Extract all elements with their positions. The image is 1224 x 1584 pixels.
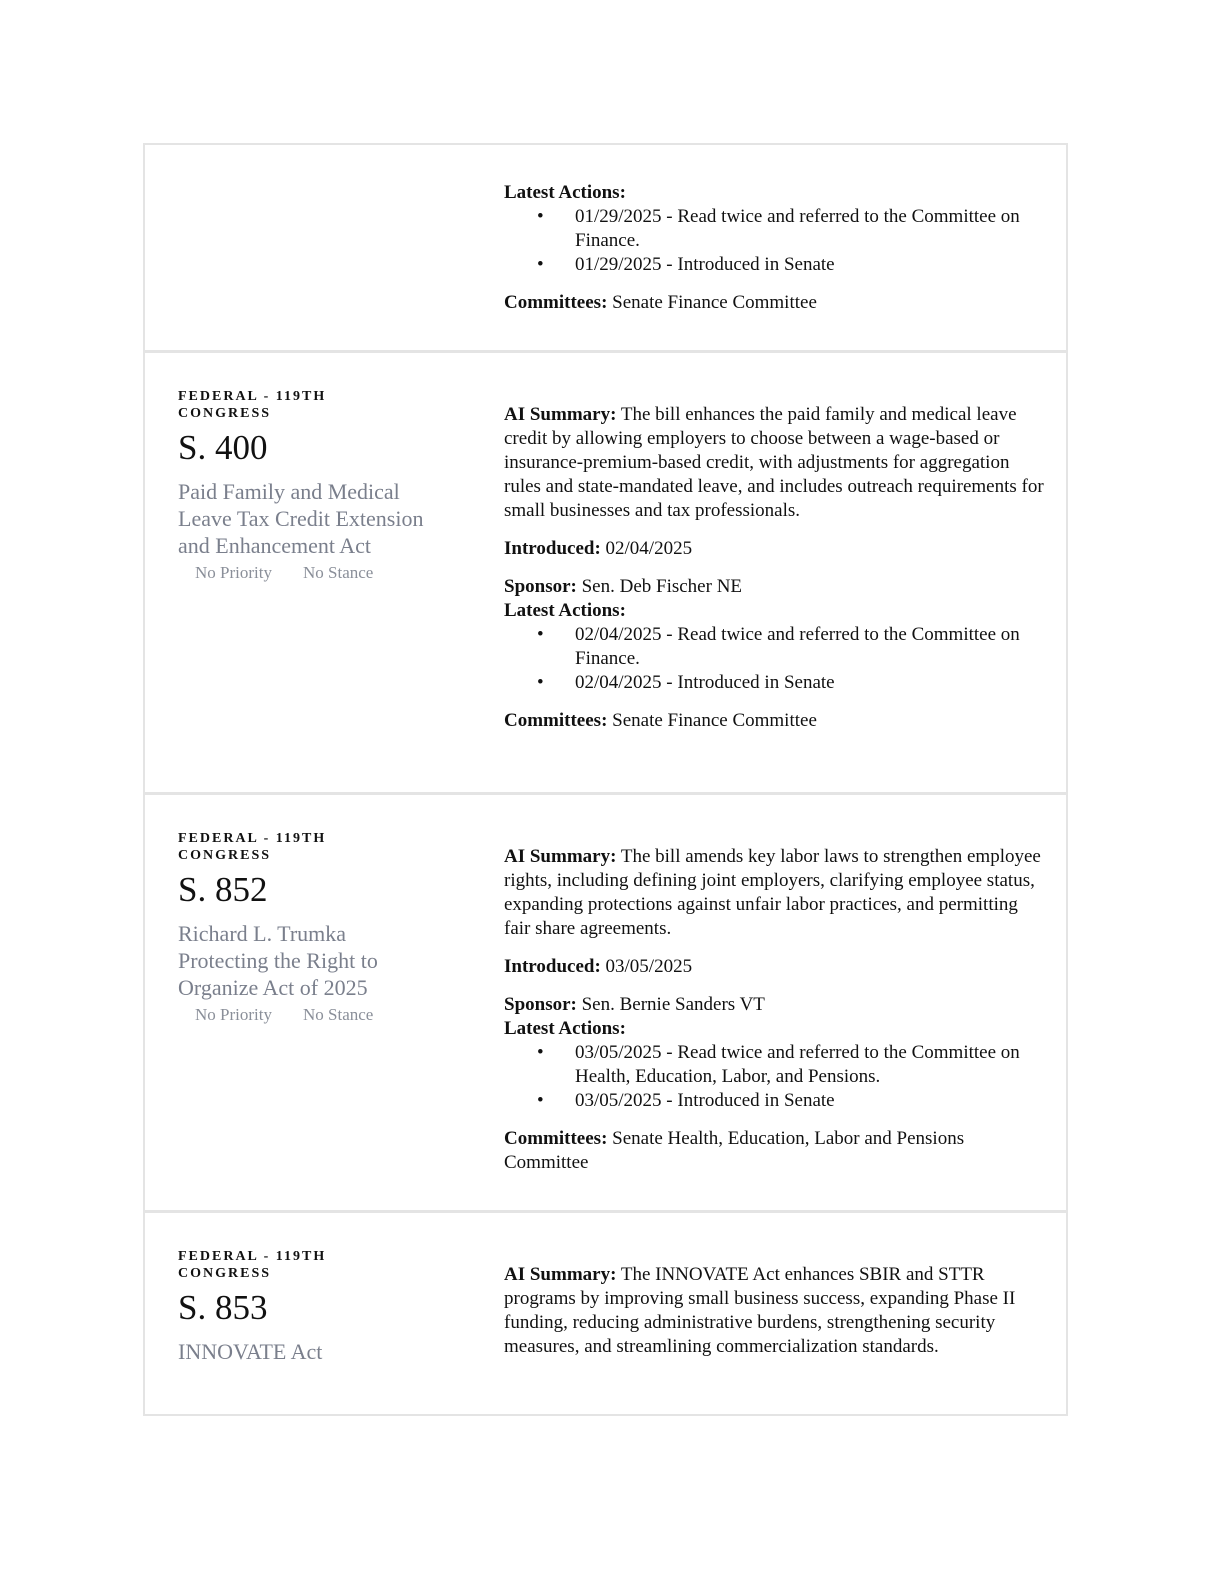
stance-tag[interactable]: No Stance [302, 563, 374, 582]
latest-actions-list [504, 205, 1044, 277]
bill-details [504, 403, 1044, 733]
bill-row [145, 145, 1066, 350]
action-item: • 01/29/2025 - Read twice and referred to the Committee on Finance. [504, 205, 1044, 253]
action-item: • 02/04/2025 - Introduced in Senate [504, 671, 1044, 695]
introduced-line: Introduced: 03/05/2025 [504, 956, 693, 977]
ai-summary: AI Summary: The INNOVATE Act enhances SBIR and STTR programs by improving small business success, expanding Phase II funding, reducing administrative burdens, strengthening security measures, and streamlining commercialization standards. [504, 1264, 1016, 1357]
ai-summary: AI Summary: The bill enhances the paid family and medical leave credit by allowing employers to choose between a wage-based or insurance-premium-based credit, with adjustments for aggregation rules and state-mandated leave, and includes outreach requirements for small businesses and tax professionals. [504, 404, 1044, 521]
bill-title[interactable]: Paid Family and Medical Leave Tax Credit Extension and Enhancement Act [178, 479, 424, 558]
action-item: • 03/05/2025 - Read twice and referred to the Committee on Health, Education, Labor, and Pensions. [504, 1041, 1044, 1089]
sponsor-line: Sponsor: Sen. Deb Fischer NE [504, 576, 743, 597]
committees-line: Committees: Senate Finance Committee [504, 710, 817, 731]
latest-actions-heading: Latest Actions: [504, 600, 626, 621]
latest-actions-heading: Latest Actions: [504, 182, 626, 203]
bill-details [504, 181, 1044, 315]
congress-label: FEDERAL - 119TH CONGRESS [178, 389, 327, 421]
stance-tag[interactable]: No Stance [302, 1005, 374, 1024]
bill-row [145, 1210, 1066, 1414]
congress-label: FEDERAL - 119TH CONGRESS [178, 831, 327, 863]
action-item: • 03/05/2025 - Introduced in Senate [504, 1089, 1044, 1113]
bill-meta [178, 563, 478, 583]
bill-number[interactable]: S. 400 [178, 428, 268, 467]
ai-summary: AI Summary: The bill amends key labor laws to strengthen employee rights, including defining joint employers, clarifying employee status, expanding protections against unfair labor practices, and permitting fair share agreements. [504, 846, 1041, 939]
action-item: • 01/29/2025 - Introduced in Senate [504, 253, 1044, 277]
bill-header [178, 1248, 478, 1365]
latest-actions-heading: Latest Actions: [504, 1018, 626, 1039]
bill-title[interactable]: Richard L. Trumka Protecting the Right to Organize Act of 2025 [178, 921, 378, 1000]
action-item: • 02/04/2025 - Read twice and referred to the Committee on Finance. [504, 623, 1044, 671]
bill-meta [178, 1005, 478, 1025]
committees-line: Committees: Senate Health, Education, Labor and Pensions Committee [504, 1128, 965, 1173]
bill-number[interactable]: S. 852 [178, 870, 268, 909]
bill-row [145, 350, 1066, 792]
latest-actions-list [504, 1041, 1044, 1113]
committees-line: Committees: Senate Finance Committee [504, 292, 817, 313]
bill-title[interactable]: INNOVATE Act [178, 1339, 323, 1364]
priority-tag[interactable]: No Priority [195, 1005, 272, 1024]
bill-header [178, 388, 478, 583]
bill-details [504, 1263, 1044, 1359]
bill-header [178, 830, 478, 1025]
latest-actions-list [504, 623, 1044, 695]
bill-row [145, 792, 1066, 1210]
bill-details [504, 845, 1044, 1175]
priority-tag[interactable]: No Priority [195, 563, 272, 582]
congress-label: FEDERAL - 119TH CONGRESS [178, 1249, 327, 1281]
bill-table [143, 143, 1068, 1416]
introduced-line: Introduced: 02/04/2025 [504, 538, 693, 559]
sponsor-line: Sponsor: Sen. Bernie Sanders VT [504, 994, 765, 1015]
bill-number[interactable]: S. 853 [178, 1288, 268, 1327]
